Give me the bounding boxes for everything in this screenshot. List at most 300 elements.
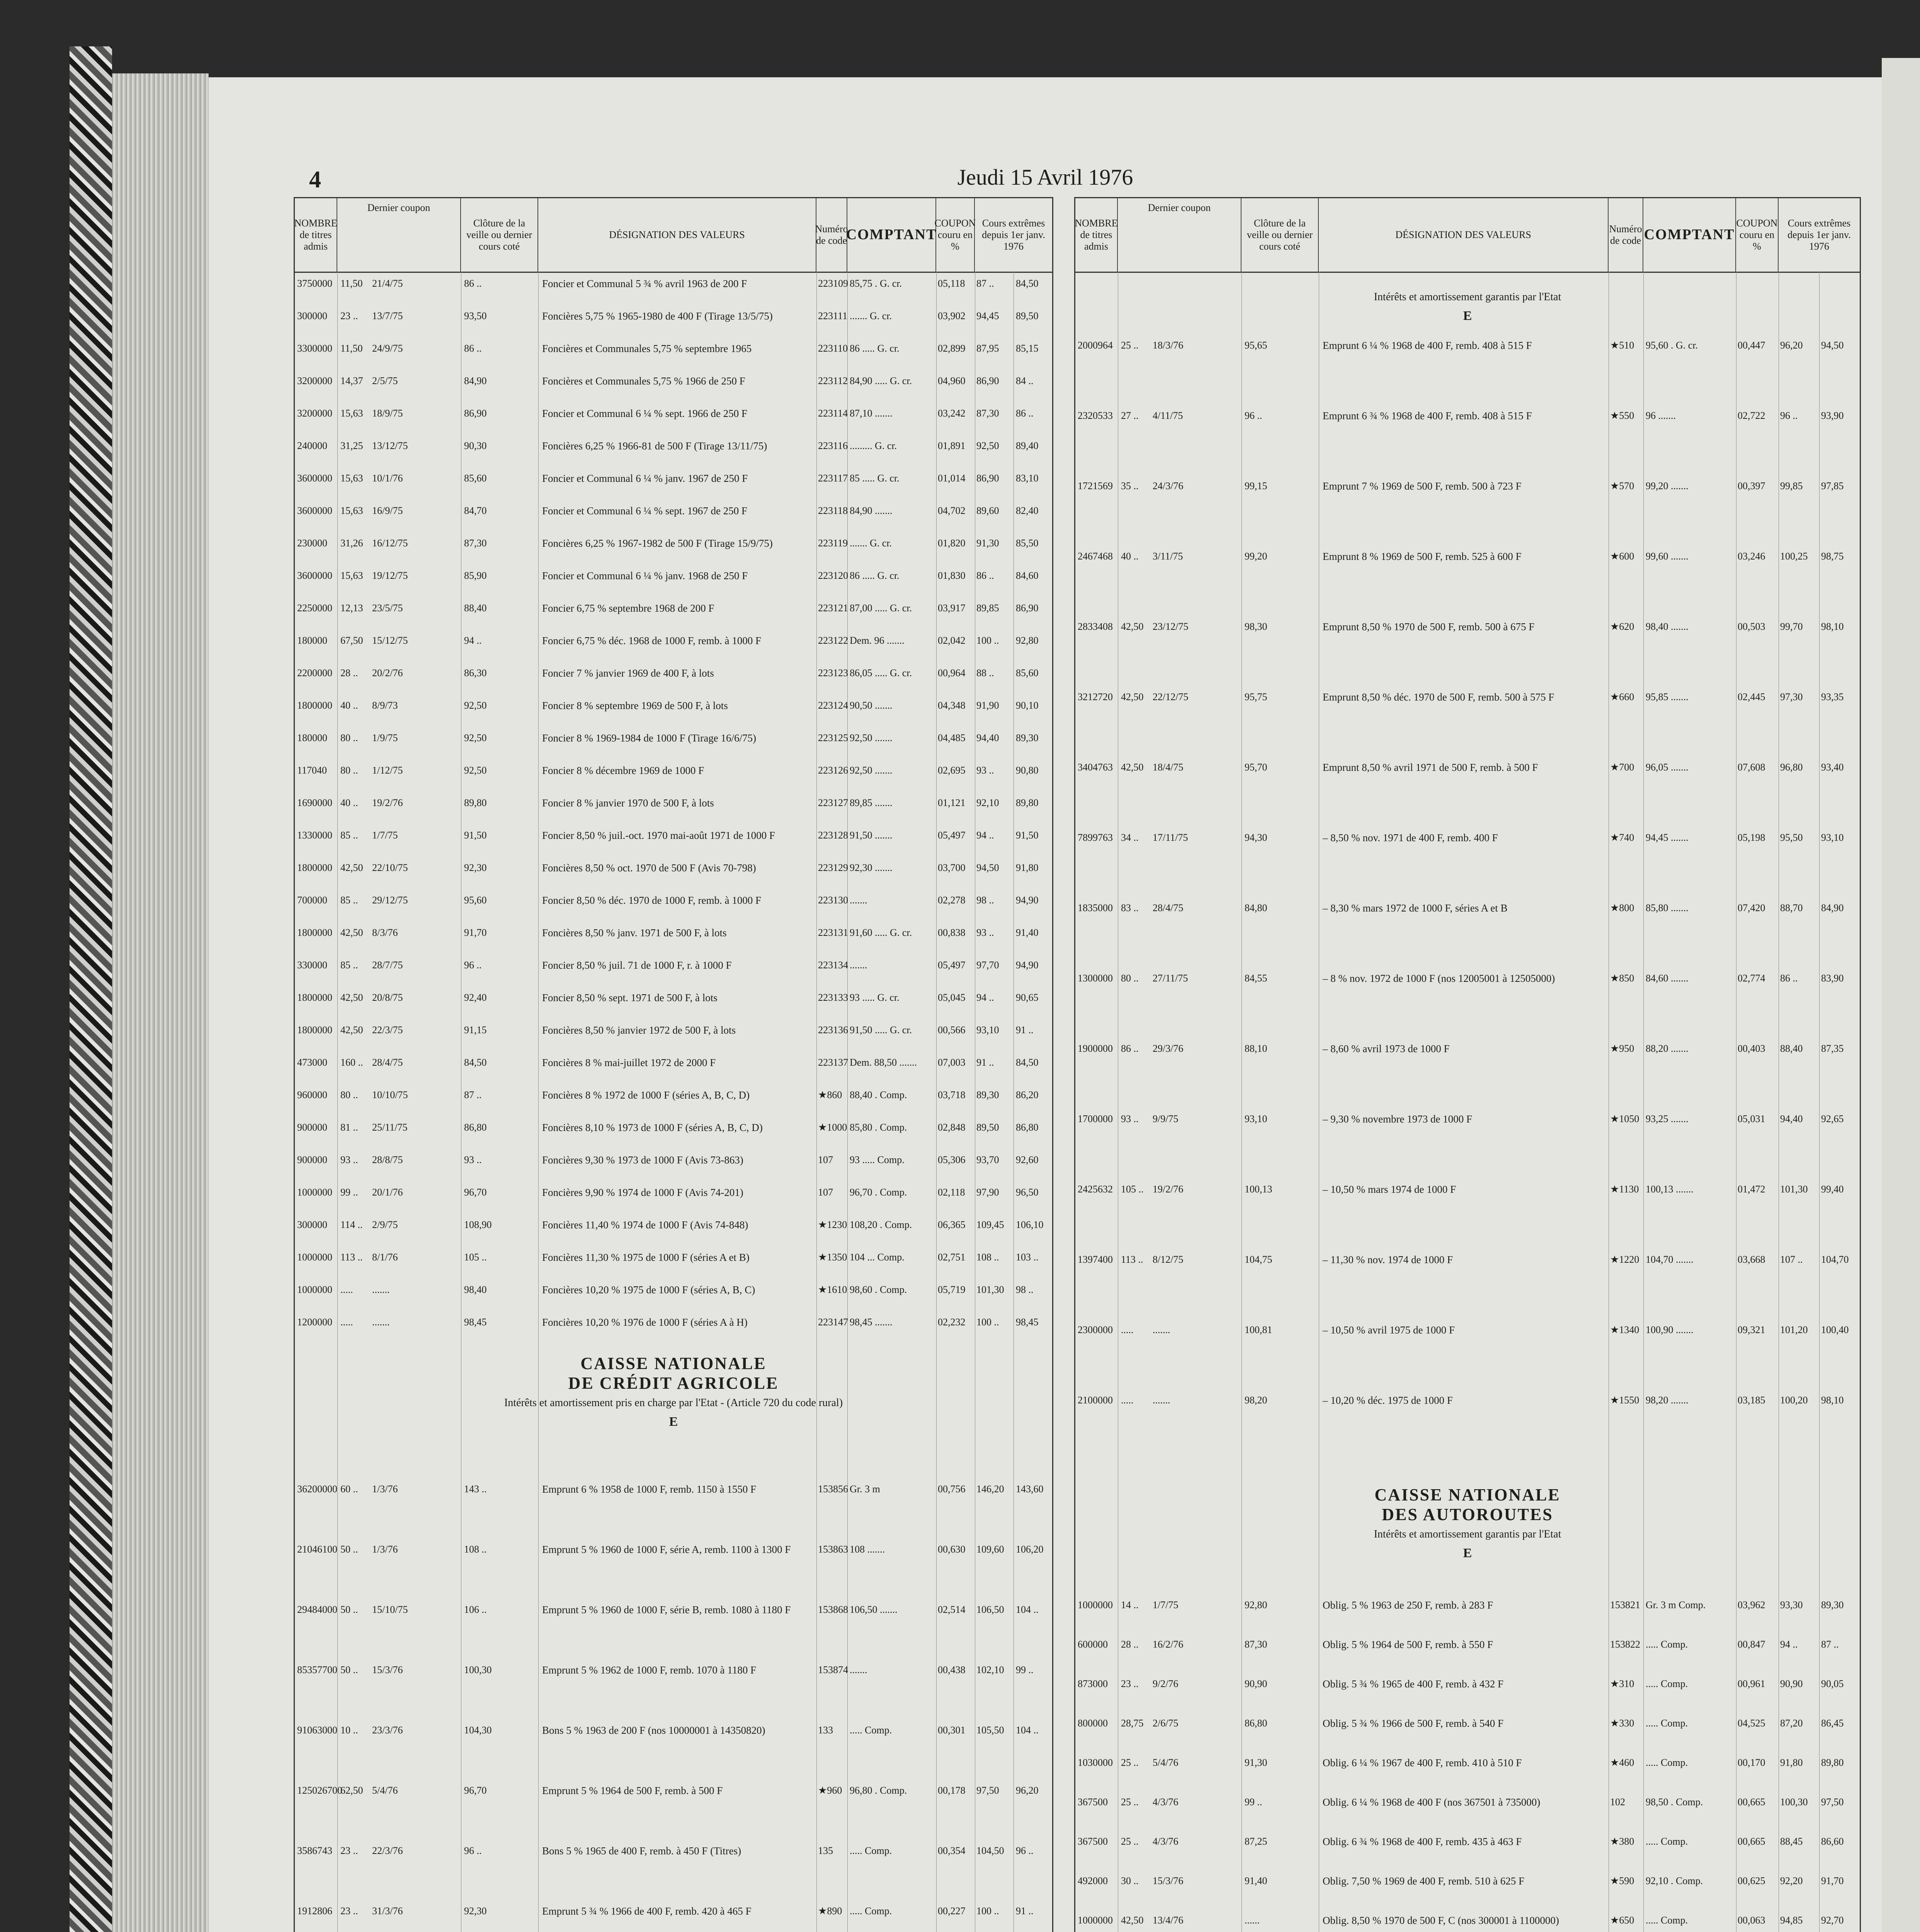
table-row	[295, 1481, 1052, 1498]
row-comptant: 96,05 .......	[1646, 762, 1689, 773]
row-designation: Foncier 8 % janvier 1970 de 500 F, à lots	[542, 797, 714, 809]
row-code: ★380	[1610, 1836, 1634, 1847]
row-nombre: 29484000	[297, 1604, 337, 1615]
row-plus-haut: 97,30	[1780, 691, 1803, 702]
row-plus-bas: 90,80	[1016, 765, 1039, 776]
row-date: 16/9/75	[372, 505, 403, 516]
row-plus-haut: 93 ..	[976, 927, 994, 938]
row-nombre: 492000	[1078, 1875, 1108, 1886]
row-date: 5/4/76	[1153, 1757, 1179, 1768]
row-montant: .....	[1121, 1324, 1134, 1335]
row-comptant: ..... Comp.	[1646, 1678, 1688, 1689]
row-comptant: 95,85 .......	[1646, 691, 1689, 702]
row-comptant: 100,90 .......	[1646, 1324, 1694, 1335]
row-comptant: 98,60 . Comp.	[850, 1284, 907, 1295]
row-date: 20/8/75	[372, 992, 403, 1003]
row-comptant: .......	[850, 895, 867, 906]
row-plus-bas: 103 ..	[1016, 1252, 1039, 1263]
row-plus-bas: 84,50	[1016, 278, 1039, 289]
row-plus-haut: 94,40	[1780, 1113, 1803, 1124]
row-plus-haut: 93,30	[1780, 1599, 1803, 1611]
row-date: 18/9/75	[372, 408, 403, 419]
row-nombre: 180000	[297, 732, 327, 743]
row-date: 15/12/75	[372, 635, 408, 646]
row-plus-haut: 97,50	[976, 1785, 999, 1796]
row-date: .......	[372, 1316, 390, 1328]
table-row	[295, 276, 1052, 293]
row-coupon: 03,242	[938, 408, 966, 419]
row-designation: Emprunt 5 % 1964 de 500 F, remb. à 500 F	[542, 1785, 723, 1796]
row-date: 22/10/75	[372, 862, 408, 873]
page-edges	[112, 73, 209, 1932]
table-row	[295, 1903, 1052, 1920]
section-letter: E	[1463, 1546, 1472, 1560]
row-designation: Emprunt 6 ¼ % 1968 de 400 F, remb. 408 à 515 F	[1323, 340, 1532, 351]
row-nombre: 1800000	[297, 927, 332, 938]
row-nombre: 2100000	[1078, 1395, 1113, 1406]
row-designation: Foncières 8,50 % oct. 1970 de 500 F (Avis 70-798)	[542, 862, 756, 874]
row-nombre: 1800000	[297, 1024, 332, 1036]
row-plus-haut: 89,30	[976, 1089, 999, 1100]
row-comptant: 86 ..... G. cr.	[850, 343, 900, 354]
section-letter: E	[669, 1415, 678, 1429]
table-row	[1075, 1392, 1860, 1409]
row-coupon: 00,665	[1738, 1836, 1765, 1847]
row-date: 10/10/75	[372, 1089, 408, 1100]
row-designation: Foncier et Communal 6 ¼ % janv. 1967 de 250 F	[542, 473, 748, 484]
row-designation: Foncier 8 % décembre 1969 de 1000 F	[542, 765, 704, 776]
row-cloture: 93,10	[1245, 1113, 1267, 1124]
table-row	[295, 1152, 1052, 1169]
row-coupon: 02,899	[938, 343, 966, 354]
row-comptant: ......... G. cr.	[850, 440, 897, 451]
row-plus-bas: 97,50	[1821, 1796, 1844, 1808]
row-comptant: ..... Comp.	[1646, 1718, 1688, 1729]
row-plus-bas: 89,30	[1016, 732, 1039, 743]
row-comptant: 87,10 .......	[850, 408, 893, 419]
table-row	[1075, 619, 1860, 636]
row-plus-bas: 90,10	[1016, 700, 1039, 711]
row-code: 153868	[818, 1604, 848, 1615]
table-row	[295, 1722, 1052, 1739]
table-row	[1075, 1873, 1860, 1890]
row-comptant: 99,60 .......	[1646, 551, 1689, 562]
row-code: ★1050	[1610, 1113, 1639, 1124]
row-plus-haut: 92,20	[1780, 1875, 1803, 1886]
row-designation: Foncières 8,50 % janvier 1972 de 500 F, à lots	[542, 1024, 736, 1036]
row-coupon: 03,718	[938, 1089, 966, 1100]
row-coupon: 00,447	[1738, 340, 1765, 351]
row-date: 19/2/76	[1153, 1184, 1184, 1195]
row-code: ★800	[1610, 902, 1634, 913]
row-coupon: 01,472	[1738, 1184, 1765, 1195]
row-code: ★860	[818, 1089, 842, 1100]
row-code: ★1550	[1610, 1395, 1639, 1406]
row-nombre: 230000	[297, 537, 327, 549]
table-row	[1075, 1252, 1860, 1269]
row-coupon: 00,566	[938, 1024, 966, 1036]
row-coupon: 00,403	[1738, 1043, 1765, 1054]
table-row	[1075, 970, 1860, 987]
row-plus-bas: 143,60	[1016, 1483, 1044, 1495]
row-plus-bas: 89,80	[1016, 797, 1039, 808]
row-nombre: 900000	[297, 1122, 327, 1133]
row-plus-haut: 100 ..	[976, 1905, 999, 1917]
table-row	[295, 1541, 1052, 1558]
row-code: ★330	[1610, 1718, 1634, 1729]
row-cloture: 94,30	[1245, 832, 1267, 843]
row-designation: Emprunt 8 % 1969 de 500 F, remb. 525 à 600 F	[1323, 551, 1522, 562]
row-plus-bas: 89,80	[1821, 1757, 1844, 1768]
row-date: 4/11/75	[1153, 410, 1183, 421]
row-nombre: 600000	[1078, 1639, 1108, 1650]
row-montant: .....	[1121, 1395, 1134, 1406]
row-plus-bas: 99,40	[1821, 1184, 1844, 1195]
row-code: ★310	[1610, 1678, 1634, 1689]
row-code: 223117	[818, 473, 848, 484]
row-montant: 34 ..	[1121, 832, 1139, 843]
row-designation: Foncières et Communales 5,75 % septembre 1965	[542, 343, 752, 354]
row-cloture: 91,15	[464, 1024, 487, 1036]
table-row	[295, 1022, 1052, 1039]
row-plus-haut: 87,30	[976, 408, 999, 419]
row-code: ★1610	[818, 1284, 847, 1295]
row-nombre: 1721569	[1078, 480, 1113, 492]
row-coupon: 03,668	[1738, 1254, 1765, 1265]
running-head-date: Jeudi 15 Avril 1976	[957, 165, 1133, 190]
row-coupon: 00,227	[938, 1905, 966, 1917]
row-coupon: 04,702	[938, 505, 966, 516]
row-montant: 80 ..	[340, 765, 358, 776]
row-date: 20/2/76	[372, 667, 403, 679]
row-plus-bas: 98,75	[1821, 551, 1844, 562]
row-designation: Oblig. 6 ¼ % 1967 de 400 F, remb. 410 à 510 F	[1323, 1757, 1522, 1769]
row-coupon: 01,830	[938, 570, 966, 581]
row-nombre: 1800000	[297, 862, 332, 873]
row-code: 223129	[818, 862, 848, 873]
row-designation: Foncier et Communal 6 ¼ % sept. 1967 de 250 F	[542, 505, 747, 517]
table-row	[295, 730, 1052, 747]
row-comptant: 84,60 .......	[1646, 973, 1689, 984]
table-row	[295, 697, 1052, 714]
row-coupon: 03,902	[938, 310, 966, 321]
row-plus-haut: 93,10	[976, 1024, 999, 1036]
row-designation: Emprunt 8,50 % 1970 de 500 F, remb. 500 à 675 F	[1323, 621, 1535, 633]
row-coupon: 04,485	[938, 732, 966, 743]
row-designation: Oblig. 5 ¾ % 1966 de 500 F, remb. à 540 F	[1323, 1718, 1504, 1729]
table-row	[1075, 1715, 1860, 1732]
row-cloture: 87 ..	[464, 1089, 482, 1100]
row-code: ★850	[1610, 973, 1634, 984]
table-row	[1075, 408, 1860, 425]
row-code: 223130	[818, 895, 848, 906]
row-coupon: 05,497	[938, 830, 966, 841]
row-nombre: 2320533	[1078, 410, 1113, 421]
row-montant: 23 ..	[340, 1905, 358, 1917]
col-comptant: COMPTANT	[847, 198, 936, 272]
row-montant: 42,50	[340, 992, 363, 1003]
section-title-line2: DES AUTOROUTES	[1382, 1505, 1553, 1524]
table-row	[1075, 1833, 1860, 1850]
row-designation: Foncières et Communales 5,75 % 1966 de 250 F	[542, 375, 745, 387]
row-plus-bas: 86,45	[1821, 1718, 1844, 1729]
row-code: ★1340	[1610, 1324, 1639, 1335]
row-plus-bas: 98,10	[1821, 621, 1844, 632]
row-coupon: 00,838	[938, 927, 966, 938]
row-cloture: 86,80	[1245, 1718, 1267, 1729]
row-nombre: 3300000	[297, 343, 332, 354]
row-nombre: 873000	[1078, 1678, 1108, 1689]
row-date: 1/3/76	[372, 1544, 398, 1555]
section-subtitle: Intérêts et amortissement garantis par l'Etat	[1374, 291, 1561, 303]
row-montant: 86 ..	[1121, 1043, 1139, 1054]
row-code: 223127	[818, 797, 848, 808]
row-plus-haut: 146,20	[976, 1483, 1004, 1495]
row-plus-haut: 89,50	[976, 1122, 999, 1133]
table-row	[295, 308, 1052, 325]
row-cloture: 98,45	[464, 1316, 487, 1328]
row-designation: Foncier 7 % janvier 1969 de 400 F, à lots	[542, 667, 714, 679]
table-row	[295, 795, 1052, 812]
section-title-line2: DE CRÉDIT AGRICOLE	[568, 1374, 779, 1393]
row-coupon: 00,756	[938, 1483, 966, 1495]
row-plus-bas: 94,90	[1016, 895, 1039, 906]
table-row	[1075, 1794, 1860, 1811]
row-coupon: 02,445	[1738, 691, 1765, 702]
row-montant: 27 ..	[1121, 410, 1139, 421]
row-date: 28/8/75	[372, 1154, 403, 1165]
row-date: 20/1/76	[372, 1187, 403, 1198]
row-coupon: 07,420	[1738, 902, 1765, 913]
row-nombre: 2200000	[297, 667, 332, 679]
row-code: 223109	[818, 278, 848, 289]
row-cloture: 100,81	[1245, 1324, 1272, 1335]
row-plus-bas: 106,20	[1016, 1544, 1044, 1555]
row-comptant: 98,40 .......	[1646, 621, 1689, 632]
row-montant: 85 ..	[340, 895, 358, 906]
row-date: 28/7/75	[372, 959, 403, 971]
row-plus-bas: 87 ..	[1821, 1639, 1839, 1650]
row-cloture: 91,50	[464, 830, 487, 841]
row-cloture: 106 ..	[464, 1604, 487, 1615]
row-plus-haut: 100,30	[1780, 1796, 1808, 1808]
row-date: 9/9/75	[1153, 1113, 1179, 1124]
row-montant: 42,50	[1121, 762, 1144, 773]
row-nombre: 1030000	[1078, 1757, 1113, 1768]
row-cloture: 96,70	[464, 1785, 487, 1796]
row-date: 22/3/75	[372, 1024, 403, 1036]
col-designation: DÉSIGNATION DES VALEURS	[538, 198, 816, 272]
row-nombre: 3404763	[1078, 762, 1113, 773]
row-comptant: ....... G. cr.	[850, 537, 892, 549]
row-code: ★960	[818, 1785, 842, 1796]
col-comptant: COMPTANT	[1643, 198, 1736, 272]
row-nombre: 1800000	[297, 992, 332, 1003]
row-code: 223137	[818, 1057, 848, 1068]
row-comptant: ..... Comp.	[1646, 1639, 1688, 1650]
row-plus-haut: 107 ..	[1780, 1254, 1803, 1265]
row-designation: – 8 % nov. 1972 de 1000 F (nos 12005001 à 12505000)	[1323, 973, 1555, 984]
row-nombre: 367500	[1078, 1836, 1108, 1847]
row-montant: 83 ..	[1121, 902, 1139, 913]
row-date: 28/4/75	[372, 1057, 403, 1068]
row-plus-bas: 84,90	[1821, 902, 1844, 913]
row-plus-bas: 90,65	[1016, 992, 1039, 1003]
row-plus-bas: 87,35	[1821, 1043, 1844, 1054]
row-nombre: 3200000	[297, 375, 332, 386]
row-code: ★1230	[818, 1219, 847, 1230]
row-coupon: 02,751	[938, 1252, 966, 1263]
row-code: 153822	[1610, 1639, 1640, 1650]
row-montant: 30 ..	[1121, 1875, 1139, 1886]
row-nombre: 3750000	[297, 278, 332, 289]
row-coupon: 05,306	[938, 1154, 966, 1165]
row-plus-haut: 97,90	[976, 1187, 999, 1198]
row-plus-bas: 99 ..	[1016, 1664, 1034, 1675]
row-date: 15/3/76	[372, 1664, 403, 1675]
row-cloture: 105 ..	[464, 1252, 487, 1263]
row-coupon: 02,848	[938, 1122, 966, 1133]
row-code: ★1130	[1610, 1184, 1639, 1195]
table-row	[1075, 1111, 1860, 1128]
row-comptant: 84,90 .......	[850, 505, 893, 516]
newspaper-page	[209, 77, 1882, 1932]
row-code: 102	[1610, 1796, 1625, 1808]
row-comptant: 104 ... Comp.	[850, 1252, 905, 1263]
row-designation: Foncières 11,40 % 1974 de 1000 F (Avis 74-848)	[542, 1219, 748, 1231]
row-comptant: 85,80 . Comp.	[850, 1122, 907, 1133]
row-designation: – 8,30 % mars 1972 de 1000 F, séries A et B	[1323, 902, 1508, 914]
row-designation: Foncières 8,50 % janv. 1971 de 500 F, à lots	[542, 927, 727, 939]
row-plus-haut: 92,50	[976, 440, 999, 451]
row-code: 223122	[818, 635, 848, 646]
row-comptant: 86,05 ..... G. cr.	[850, 667, 912, 679]
row-comptant: 92,50 .......	[850, 765, 893, 776]
row-cloture: 86,30	[464, 667, 487, 679]
row-nombre: 7899763	[1078, 832, 1113, 843]
row-cloture: 98,40	[464, 1284, 487, 1295]
row-designation: Foncières 8,10 % 1973 de 1000 F (séries A, B, C, D)	[542, 1122, 763, 1133]
row-montant: 31,26	[340, 537, 363, 549]
row-plus-haut: 100,20	[1780, 1395, 1808, 1406]
row-nombre: 473000	[297, 1057, 327, 1068]
row-montant: 40 ..	[1121, 551, 1139, 562]
row-designation: Oblig. 6 ¼ % 1968 de 400 F (nos 367501 à 735000)	[1323, 1796, 1541, 1808]
row-montant: 40 ..	[340, 700, 358, 711]
row-date: 27/11/75	[1153, 973, 1188, 984]
row-code: ★1350	[818, 1252, 847, 1263]
row-montant: 85 ..	[340, 830, 358, 841]
row-coupon: 05,719	[938, 1284, 966, 1295]
row-plus-bas: 90,05	[1821, 1678, 1844, 1689]
row-montant: 113 ..	[340, 1252, 363, 1263]
row-cloture: 98,30	[1245, 621, 1267, 632]
row-comptant: 93,25 .......	[1646, 1113, 1689, 1124]
row-date: 15/3/76	[1153, 1875, 1184, 1886]
row-plus-bas: 83,90	[1821, 973, 1844, 984]
row-nombre: 1835000	[1078, 902, 1113, 913]
row-comptant: 92,50 .......	[850, 732, 893, 743]
row-plus-bas: 91,50	[1016, 830, 1039, 841]
row-designation: Foncières 8 % 1972 de 1000 F (séries A, B, C, D)	[542, 1089, 750, 1101]
row-code: 223147	[818, 1316, 848, 1328]
row-coupon: 04,348	[938, 700, 966, 711]
row-cloture: 91,40	[1245, 1875, 1267, 1886]
row-nombre: 1000000	[1078, 1599, 1113, 1611]
row-code: ★570	[1610, 480, 1634, 492]
row-coupon: 02,774	[1738, 973, 1765, 984]
row-plus-bas: 84,60	[1016, 570, 1039, 581]
row-comptant: 89,85 .......	[850, 797, 893, 808]
table-row	[1075, 759, 1860, 776]
page-number: 4	[309, 167, 321, 193]
row-montant: 25 ..	[1121, 1757, 1139, 1768]
row-plus-haut: 101,30	[1780, 1184, 1808, 1195]
row-coupon: 00,063	[1738, 1915, 1765, 1926]
row-nombre: 1900000	[1078, 1043, 1113, 1054]
row-comptant: 87,00 ..... G. cr.	[850, 602, 912, 614]
table-row	[295, 405, 1052, 422]
row-date: 8/3/76	[372, 927, 398, 938]
row-nombre: 3212720	[1078, 691, 1113, 702]
row-cloture: 88,10	[1245, 1043, 1267, 1054]
col-extremes: Cours extrêmes depuis 1er janv. 1976	[982, 218, 1045, 252]
row-montant: 23 ..	[340, 310, 358, 321]
table-row	[295, 535, 1052, 552]
row-code: ★600	[1610, 551, 1634, 562]
row-designation: Foncier 6,75 % septembre 1968 de 200 F	[542, 602, 714, 614]
row-montant: 67,50	[340, 635, 363, 646]
row-comptant: ..... Comp.	[850, 1905, 892, 1917]
row-designation: Bons 5 % 1963 de 200 F (nos 10000001 à 14350820)	[542, 1725, 765, 1736]
row-coupon: 03,917	[938, 602, 966, 614]
row-comptant: 94,45 .......	[1646, 832, 1689, 843]
row-designation: Foncier 8 % 1969-1984 de 1000 F (Tirage 16/6/75)	[542, 732, 756, 744]
next-page-edge	[1882, 58, 1920, 1932]
row-montant: 25 ..	[1121, 1836, 1139, 1847]
row-montant: 93 ..	[1121, 1113, 1139, 1124]
row-nombre: 180000	[297, 635, 327, 646]
etat-section	[1075, 287, 1860, 323]
row-comptant: 85 ..... G. cr.	[850, 473, 900, 484]
row-designation: Oblig. 5 % 1964 de 500 F, remb. à 550 F	[1323, 1639, 1493, 1650]
table-row	[295, 762, 1052, 779]
right-table	[1074, 197, 1861, 1932]
row-cloture: 96 ..	[464, 1845, 482, 1856]
col-cloture: Clôture de la veille ou dernier cours coté	[461, 198, 538, 272]
row-cloture: 108 ..	[464, 1544, 487, 1555]
row-montant: 25 ..	[1121, 340, 1139, 351]
row-plus-haut: 109,60	[976, 1544, 1004, 1555]
row-date: 18/4/75	[1153, 762, 1184, 773]
row-plus-haut: 93 ..	[976, 765, 994, 776]
row-plus-bas: 94,90	[1016, 959, 1039, 971]
row-cloture: 99,15	[1245, 480, 1267, 492]
row-plus-bas: 89,40	[1016, 440, 1039, 451]
row-coupon: 06,365	[938, 1219, 966, 1230]
row-coupon: 03,962	[1738, 1599, 1765, 1611]
row-coupon: 02,278	[938, 895, 966, 906]
row-date: 2/5/75	[372, 375, 398, 386]
row-plus-bas: 96 ..	[1016, 1845, 1034, 1856]
left-table	[294, 197, 1053, 1932]
row-montant: 105 ..	[1121, 1184, 1144, 1195]
row-nombre: 1000000	[297, 1284, 332, 1295]
row-coupon: 07,003	[938, 1057, 966, 1068]
row-plus-bas: 93,40	[1821, 762, 1844, 773]
row-code: ★590	[1610, 1875, 1634, 1886]
table-row	[1075, 1597, 1860, 1614]
